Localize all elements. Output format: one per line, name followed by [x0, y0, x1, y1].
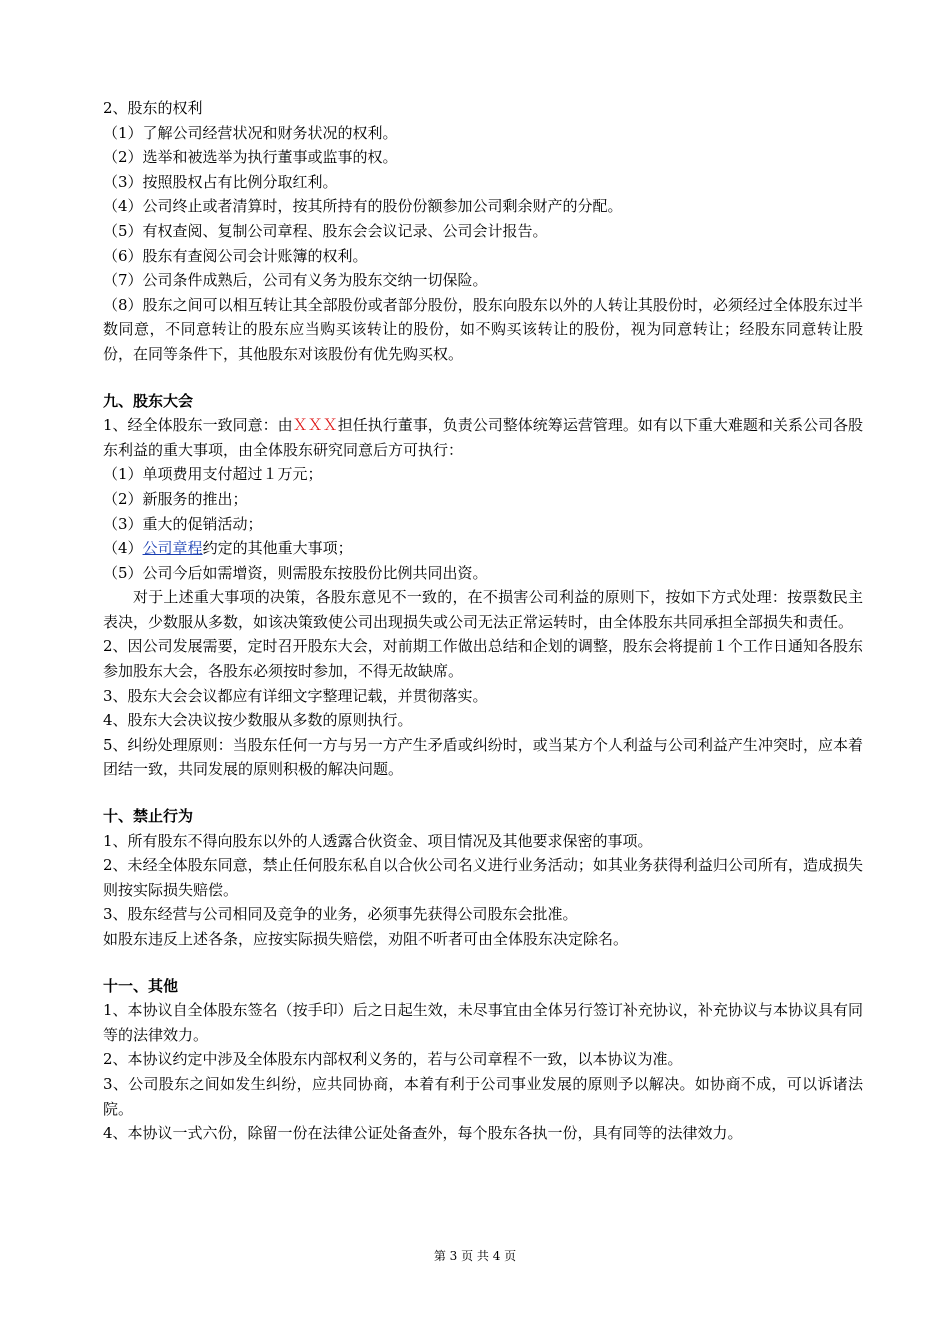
meeting-clause-4: 4、股东大会决议按少数服从多数的原则执行。	[103, 711, 413, 730]
rights-item-5: （5）有权查阅、复制公司章程、股东会会议记录、公司会计报告。	[103, 221, 548, 240]
section-2-title: 2、股东的权利	[103, 99, 203, 117]
rights-item-3: （3）按照股权占有比例分取红利。	[103, 172, 338, 191]
section-11-heading: 十一、其他	[103, 976, 179, 995]
other-clause-3: 3、公司股东之间如发生纠纷，应共同协商，本着有利于公司事业发展的原则予以解决。如协商不成，可以诉诸法院。	[103, 1074, 863, 1118]
other-clause-2: 2、本协议约定中涉及全体股东内部权利义务的，若与公司章程不一致，以本协议为准。	[103, 1050, 683, 1069]
prohibition-note: 如股东违反上述各条，应按实际损失赔偿，劝阻不听者可由全体股东决定除名。	[103, 930, 629, 948]
other-clause-4: 4、本协议一式六份，除留一份在法律公证处备查外，每个股东各执一份，具有同等的法律效力。	[103, 1124, 743, 1143]
clause-1-body: 担任执行董事，负责公司整体统筹运营管理。如有以下重大难题和关系公司各股东利益的重大事项，由全体股东研究同意后方可执行：	[103, 416, 863, 459]
decision-paragraph: 对于上述重大事项的决策，各股东意见不一致的，在不损害公司利益的原则下，按如下方式处理：按票数民主表决，少数服从多数，如该决策致使公司出现损失或公司无法正常运转时，由全体股东共同承担全部损失和责任。	[103, 588, 863, 631]
rights-item-2: （2）选举和被选举为执行董事或监事的权。	[103, 148, 398, 167]
company-charter-link[interactable]: 公司章程	[142, 539, 203, 558]
meeting-clause-2: 2、因公司发展需要，定时召开股东大会，对前期工作做出总结和企划的调整，股东会将提前１个工作日通知各股东参加股东大会，各股东必须按时参加，不得无故缺席。	[103, 637, 863, 681]
rights-item-4: （4）公司终止或者清算时，按其所持有的股份份额参加公司剩余财产的分配。	[103, 197, 623, 216]
matter-item-4-suffix: 约定的其他重大事项；	[202, 539, 353, 558]
matter-item-4	[103, 536, 863, 561]
meeting-clause-1	[103, 413, 863, 462]
section-10-heading: 十、禁止行为	[103, 807, 194, 826]
document-page	[103, 96, 863, 1146]
matter-item-4-prefix: （4）	[103, 539, 143, 558]
matter-item-5: （5）公司今后如需增资，则需股东按股份比例共同出资。	[103, 563, 488, 582]
page-number: 第 3 页 共 4 页	[433, 1249, 517, 1263]
prohibition-2: 2、未经全体股东同意，禁止任何股东私自以合伙公司名义进行业务活动；如其业务获得利益归公司所有，造成损失则按实际损失赔偿。	[103, 856, 863, 899]
other-clause-1: 1、本协议自全体股东签名（按手印）后之日起生效，未尽事宜由全体另行签订补充协议，补充协议与本协议具有同等的法律效力。	[103, 1001, 863, 1044]
meeting-clause-3: 3、股东大会会议都应有详细文字整理记载，并贯彻落实。	[103, 686, 488, 705]
meeting-clause-5: 5、纠纷处理原则：当股东任何一方与另一方产生矛盾或纠纷时，或当某方个人利益与公司利益产生冲突时，应本着团结一致，共同发展的原则积极的解决问题。	[103, 735, 863, 779]
prohibition-1: 1、所有股东不得向股东以外的人透露合伙资金、项目情况及其他要求保密的事项。	[103, 831, 653, 850]
matter-item-3: （3）重大的促销活动；	[103, 514, 263, 533]
matter-item-1: （1）单项费用支付超过１万元；	[103, 465, 323, 484]
rights-item-8: （8）股东之间可以相互转让其全部股份或者部分股份，股东向股东以外的人转让其股份时，必须经过全体股东过半数同意，不同意转让的股东应当购买该转让的股份，如不购买该转让的股份，视为同意转让；经股东同意转让股份，在同等条件下，其他股东对该股份有优先购买权。	[103, 295, 863, 363]
matter-item-2: （2）新服务的推出；	[103, 489, 248, 508]
rights-item-1: （1）了解公司经营状况和财务状况的权利。	[103, 123, 398, 142]
section-9-heading: 九、股东大会	[103, 391, 194, 410]
prohibition-3: 3、股东经营与公司相同及竞争的业务，必须事先获得公司股东会批准。	[103, 905, 578, 924]
rights-item-6: （6）股东有查阅公司会计账簿的权利。	[103, 246, 368, 265]
placeholder-name: ＸＸＸ	[292, 416, 338, 435]
clause-1-prefix: 1、经全体股东一致同意：由	[103, 416, 293, 435]
rights-item-7: （7）公司条件成熟后，公司有义务为股东交纳一切保险。	[103, 271, 488, 290]
